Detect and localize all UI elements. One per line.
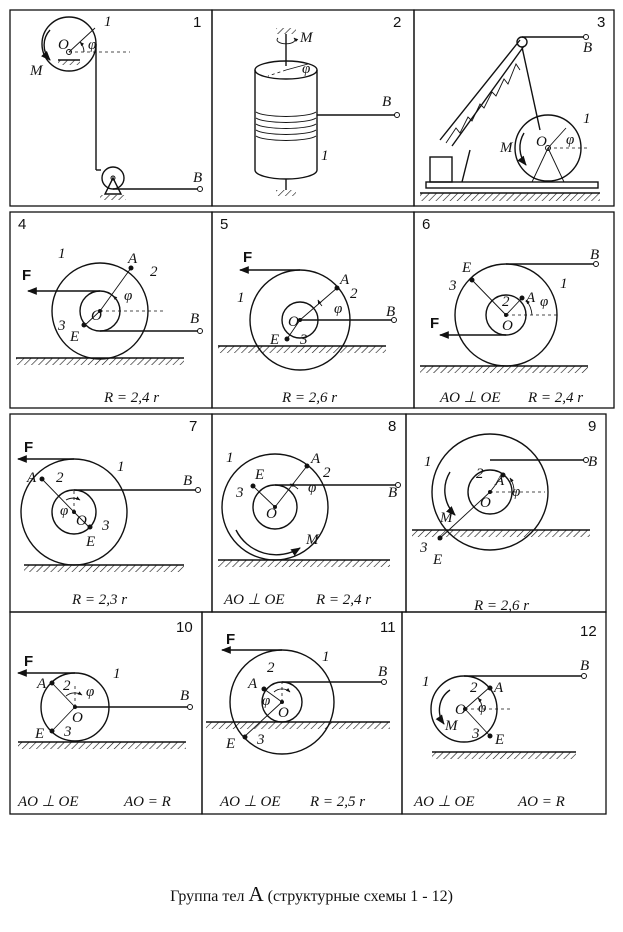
crane-base xyxy=(426,182,598,188)
crane-boom xyxy=(440,40,520,140)
label: φ xyxy=(308,480,317,496)
label: 1 xyxy=(321,148,329,164)
label: O xyxy=(266,506,277,522)
label: O xyxy=(502,318,513,334)
label: M xyxy=(30,63,43,79)
label: B xyxy=(382,94,392,110)
label: B xyxy=(180,688,190,704)
label: M xyxy=(445,718,458,734)
angle-arc xyxy=(66,498,80,500)
ground-hatch xyxy=(206,722,390,729)
note-right: R = 2,6 r xyxy=(474,598,530,614)
label: φ xyxy=(262,693,271,709)
angle-arc xyxy=(113,296,120,311)
panel-1 xyxy=(10,10,212,206)
caption-group: A xyxy=(248,882,264,906)
panel-frame xyxy=(10,612,202,814)
label: 3 xyxy=(449,278,457,294)
label: φ xyxy=(512,484,521,500)
ground-hatch xyxy=(218,560,390,567)
point-E xyxy=(82,323,87,328)
label: 2 xyxy=(476,466,484,482)
label: 2 xyxy=(267,660,275,676)
panel-frame xyxy=(212,212,414,408)
label: O xyxy=(288,314,299,330)
point-E xyxy=(470,278,475,283)
label: O xyxy=(278,705,289,721)
panel-frame xyxy=(212,414,406,612)
point-B xyxy=(188,705,193,710)
ground-hatch xyxy=(420,366,588,373)
label: 1 xyxy=(422,674,430,690)
radius-OA xyxy=(275,466,307,507)
label: A xyxy=(494,680,504,696)
moment-arrow xyxy=(445,472,455,515)
label: 2 xyxy=(502,294,510,310)
note-left: AO ⊥ OE xyxy=(224,592,285,608)
point-A xyxy=(305,464,310,469)
label: 2 xyxy=(63,678,71,694)
label: M xyxy=(500,140,513,156)
label: M xyxy=(306,532,319,548)
ground-hatch xyxy=(58,60,80,65)
panel-number: 9 xyxy=(588,418,597,435)
label: 1 xyxy=(104,14,112,30)
label: O xyxy=(480,495,491,511)
label: 3 xyxy=(236,485,244,501)
crane-strut xyxy=(462,150,470,182)
label: B xyxy=(583,40,593,56)
label: φ xyxy=(302,61,311,77)
winding xyxy=(256,112,316,116)
label: B xyxy=(183,473,193,489)
panel-number: 4 xyxy=(18,216,27,233)
label: B xyxy=(378,664,388,680)
label: M xyxy=(440,510,453,526)
label: 3 xyxy=(102,518,110,534)
label: F xyxy=(24,653,34,670)
note-left: AO ⊥ OE xyxy=(414,794,475,810)
label: E xyxy=(255,467,265,483)
label: φ xyxy=(566,132,575,148)
ground-hatch xyxy=(276,28,296,34)
drum-support xyxy=(532,148,548,182)
panel-4 xyxy=(10,212,212,408)
drum-support xyxy=(548,148,564,182)
note-right: R = 2,4 r xyxy=(316,592,372,608)
label: A xyxy=(526,290,536,306)
label: φ xyxy=(86,684,95,700)
ground-hatch xyxy=(432,752,576,759)
point-E xyxy=(285,337,290,342)
moment-arrow xyxy=(520,133,526,165)
radius-OE xyxy=(472,280,506,315)
label: 3 xyxy=(300,332,308,348)
label: B xyxy=(590,247,600,263)
label: F xyxy=(24,439,34,456)
label: A xyxy=(37,676,47,692)
panel-number: 11 xyxy=(380,619,396,636)
panel-6 xyxy=(414,212,614,408)
point-B xyxy=(198,187,203,192)
label: 1 xyxy=(237,290,245,306)
label: B xyxy=(388,485,398,501)
winding xyxy=(256,130,316,134)
label: O xyxy=(58,37,69,53)
ground-hatch xyxy=(24,565,184,572)
label: B xyxy=(580,658,590,674)
label: E xyxy=(35,726,45,742)
panel-9 xyxy=(406,414,606,614)
winding xyxy=(256,136,316,140)
caption-suffix: (структурные схемы 1 - 12) xyxy=(267,888,453,905)
label: A xyxy=(128,251,138,267)
label: B xyxy=(588,454,598,470)
label: 1 xyxy=(424,454,432,470)
panel-5 xyxy=(212,212,414,408)
label: 1 xyxy=(322,649,330,665)
label: F xyxy=(22,267,32,284)
panel-11 xyxy=(202,612,402,814)
label: A xyxy=(248,676,258,692)
figure-caption xyxy=(0,882,623,907)
point-A xyxy=(40,477,45,482)
ground-hatch xyxy=(100,195,126,200)
panel-2 xyxy=(212,10,414,206)
label: B xyxy=(386,304,396,320)
label: A xyxy=(340,272,350,288)
ground-hatch xyxy=(18,742,186,749)
note-right: R = 2,4 r xyxy=(104,390,160,406)
ground-hatch xyxy=(276,190,296,196)
panel-number: 10 xyxy=(176,619,193,636)
panel-10 xyxy=(10,612,202,814)
point-E xyxy=(88,525,93,530)
winding xyxy=(256,124,316,128)
ground-hatch xyxy=(420,193,600,201)
point-B xyxy=(395,113,400,118)
label: 3 xyxy=(420,540,428,556)
panel-frame xyxy=(10,212,212,408)
point-E xyxy=(488,734,493,739)
label: E xyxy=(86,534,96,550)
crane-cabin xyxy=(430,157,452,182)
label: 3 xyxy=(472,726,480,742)
panel-3 xyxy=(414,10,614,206)
label: 1 xyxy=(583,111,591,127)
point-E xyxy=(50,729,55,734)
note-right: R = 2,3 r xyxy=(72,592,128,608)
note-right: R = 2,5 r xyxy=(310,794,366,810)
label: 1 xyxy=(117,459,125,475)
label: φ xyxy=(334,301,343,317)
label: φ xyxy=(88,37,97,53)
label: 1 xyxy=(113,666,121,682)
label: φ xyxy=(60,503,69,519)
point-A xyxy=(262,687,267,692)
panel-number: 3 xyxy=(597,14,606,31)
label: 2 xyxy=(350,286,358,302)
point-B xyxy=(382,680,387,685)
note-left: AO ⊥ OE xyxy=(220,794,281,810)
reference-line xyxy=(268,70,286,76)
angle-arc xyxy=(80,42,84,52)
panel-number: 5 xyxy=(220,216,229,233)
crane-boom xyxy=(452,46,524,146)
label: 1 xyxy=(58,246,66,262)
label: B xyxy=(193,170,203,186)
label: F xyxy=(430,315,440,332)
panel-number: 12 xyxy=(580,623,597,640)
radius-OA xyxy=(300,288,337,320)
note-right: AO = R xyxy=(518,794,565,810)
label: 2 xyxy=(470,680,478,696)
label: O xyxy=(91,308,102,324)
panel-7 xyxy=(10,414,212,612)
panel-12 xyxy=(402,612,606,814)
label: O xyxy=(536,134,547,150)
label: E xyxy=(495,732,505,748)
note-left: AO ⊥ OE xyxy=(440,390,501,406)
note-left: AO ⊥ OE xyxy=(18,794,79,810)
drum-bottom xyxy=(255,170,317,179)
label: 3 xyxy=(58,318,66,334)
point-A xyxy=(488,686,493,691)
panel-number: 2 xyxy=(393,14,402,31)
label: 2 xyxy=(150,264,158,280)
label: E xyxy=(433,552,443,568)
panel-number: 1 xyxy=(193,14,202,31)
label: B xyxy=(190,311,200,327)
label: 1 xyxy=(226,450,234,466)
label: E xyxy=(70,329,80,345)
label: A xyxy=(27,470,37,486)
note-right: R = 2,6 r xyxy=(282,390,338,406)
point-E xyxy=(243,735,248,740)
panel-frame xyxy=(414,212,614,408)
panel-frame xyxy=(10,414,212,612)
label: E xyxy=(462,260,472,276)
panel-number: 6 xyxy=(422,216,431,233)
label: M xyxy=(300,30,313,46)
label: O xyxy=(72,710,83,726)
note-right: R = 2,4 r xyxy=(528,390,584,406)
point-E xyxy=(438,536,443,541)
label: F xyxy=(243,249,253,266)
winding xyxy=(256,118,316,122)
label: 2 xyxy=(323,465,331,481)
label: E xyxy=(270,332,280,348)
panel-8 xyxy=(212,414,406,612)
point-A xyxy=(520,296,525,301)
label: O xyxy=(76,513,87,529)
point-B xyxy=(198,329,203,334)
label: O xyxy=(455,702,466,718)
cable xyxy=(522,47,540,130)
label: φ xyxy=(124,288,133,304)
label: A xyxy=(311,451,321,467)
label: E xyxy=(226,736,236,752)
label: φ xyxy=(540,294,549,310)
point-B xyxy=(582,674,587,679)
point-A xyxy=(335,286,340,291)
label: F xyxy=(226,631,236,648)
panel-frame xyxy=(402,612,606,814)
point-E xyxy=(251,484,256,489)
label: φ xyxy=(478,700,487,716)
angle-ray xyxy=(548,128,566,148)
point-B xyxy=(196,488,201,493)
label: 3 xyxy=(257,732,265,748)
point-B xyxy=(584,35,589,40)
panel-number: 7 xyxy=(189,418,198,435)
label: A xyxy=(495,473,505,489)
label: 1 xyxy=(560,276,568,292)
panel-number: 8 xyxy=(388,418,397,435)
label: 3 xyxy=(64,724,72,740)
point-A xyxy=(50,681,55,686)
note-right: AO = R xyxy=(124,794,171,810)
caption-prefix: Группа тел xyxy=(170,888,245,905)
label: 2 xyxy=(56,470,64,486)
